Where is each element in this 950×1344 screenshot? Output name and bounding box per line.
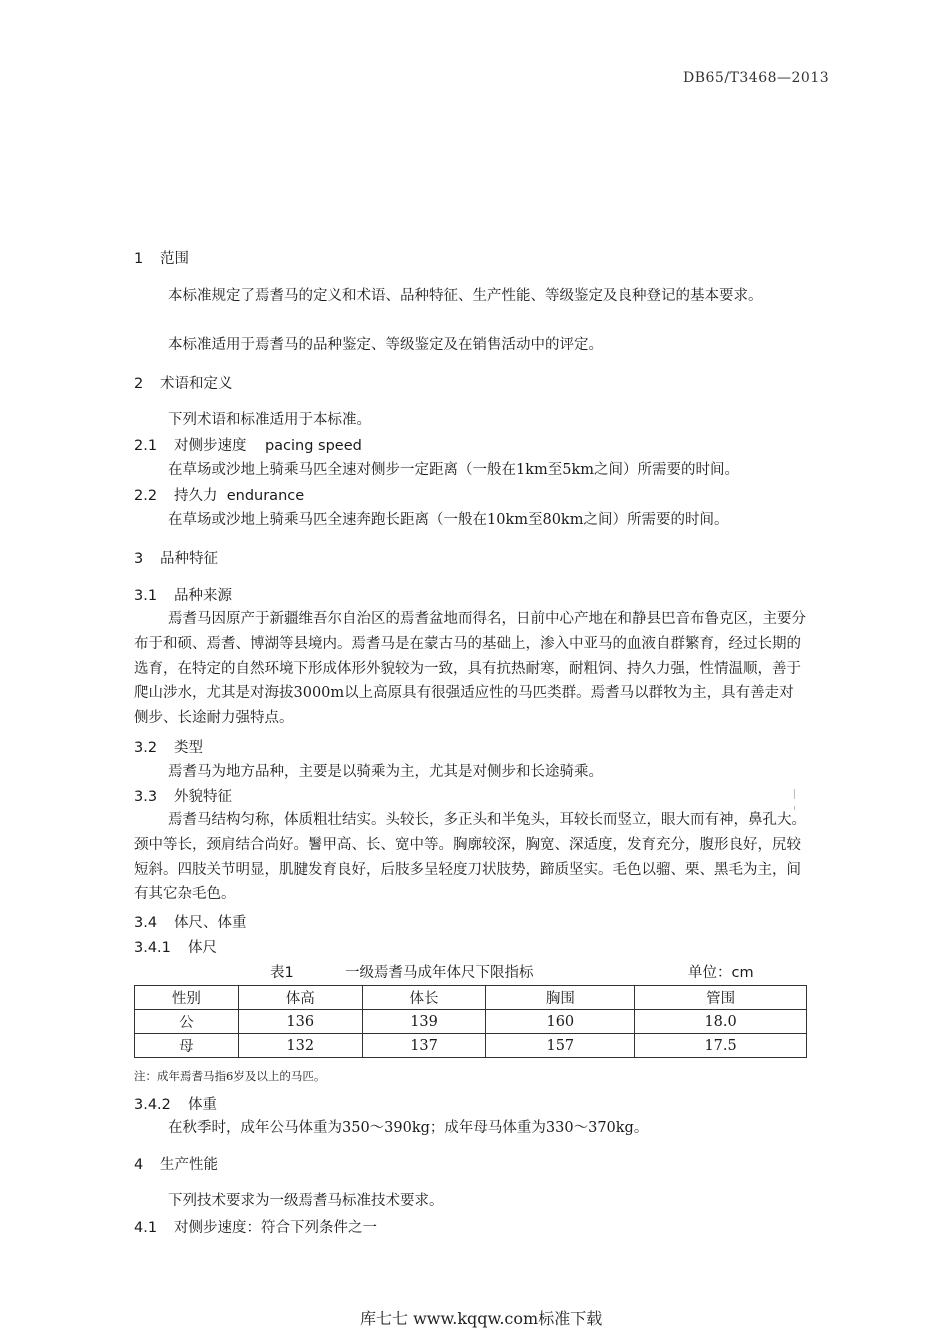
footer-watermark: 库七七 www.kqqw.com标准下载 xyxy=(360,1309,603,1328)
section-3-4-heading xyxy=(134,911,247,932)
table-row xyxy=(135,1034,807,1058)
subsection-number: 3.4.1 xyxy=(134,940,171,956)
subsection-title: 体重 xyxy=(188,1097,217,1113)
section-title: 术语和定义 xyxy=(160,376,233,392)
subsection-title: 体尺 xyxy=(188,940,217,956)
section-2-heading xyxy=(134,372,233,393)
term-2-2-heading xyxy=(134,484,304,505)
section-3-3-heading xyxy=(134,785,232,806)
section-3-heading xyxy=(134,547,218,568)
subsection-number: 3.2 xyxy=(134,740,158,756)
body-size-table xyxy=(134,985,807,1058)
section-3-4-1-heading xyxy=(134,936,217,957)
table-cell: 136 xyxy=(238,1010,362,1034)
term-english: pacing speed xyxy=(264,438,362,454)
section-number: 2 xyxy=(134,376,144,392)
table-cell: 160 xyxy=(486,1010,635,1034)
section-4-intro: 下列技术要求为一级焉耆马标准技术要求。 xyxy=(168,1193,444,1209)
scan-mark xyxy=(794,789,795,799)
term-english: endurance xyxy=(226,488,305,504)
term-2-2-definition: 在草场或沙地上骑乘马匹全速奔跑长距离（一般在10km至80km之间）所需要的时间。 xyxy=(168,512,729,528)
section-number: 4 xyxy=(134,1157,144,1173)
section-1-paragraph-2: 本标准适用于焉耆马的品种鉴定、等级鉴定及在销售活动中的评定。 xyxy=(168,337,603,353)
column-header: 胸围 xyxy=(486,986,635,1010)
section-number: 3 xyxy=(134,551,144,567)
table-unit: 单位：cm xyxy=(688,965,754,981)
column-header: 管围 xyxy=(635,986,807,1010)
section-3-3-text: 焉耆马结构匀称，体质粗壮结实。头较长，多正头和半兔头，耳较长而竖立，眼大而有神，鼻孔大。颈中等长，颈肩结合尚好。鬐甲高、长、宽中等。胸廓较深，胸宽、深适度，发育充分，腹形良好，尻较短斜。四肢关节明显，肌腱发育良好，后肢多呈轻度刀状肢势，蹄质坚实。毛色以骝、栗、黑毛为主，间有其它杂毛色。 xyxy=(134,812,806,903)
column-header: 性别 xyxy=(135,986,239,1010)
table-cell: 132 xyxy=(238,1034,362,1058)
scan-mark xyxy=(794,806,795,810)
subsection-number: 3.4.2 xyxy=(134,1097,171,1113)
subsection-number: 3.4 xyxy=(134,915,158,931)
document-code: DB65/T3468—2013 xyxy=(683,70,830,86)
section-1-paragraph-1: 本标准规定了焉耆马的定义和术语、品种特征、生产性能、等级鉴定及良种登记的基本要求。 xyxy=(168,288,763,304)
section-4-1-heading xyxy=(134,1216,377,1237)
table-header-row xyxy=(135,986,807,1010)
term-number: 2.2 xyxy=(134,488,158,504)
table-title: 一级焉耆马成年体尺下限指标 xyxy=(345,965,534,981)
section-3-4-2-text: 在秋季时，成年公马体重为350～390kg；成年母马体重为330～370kg。 xyxy=(168,1120,649,1136)
section-2-intro: 下列术语和标准适用于本标准。 xyxy=(168,412,371,428)
section-3-1-heading xyxy=(134,584,232,605)
table-label: 表1 xyxy=(270,965,294,981)
subsection-title: 对侧步速度：符合下列条件之一 xyxy=(174,1220,377,1236)
subsection-title: 体尺、体重 xyxy=(174,915,247,931)
table-cell: 公 xyxy=(135,1010,239,1034)
section-3-2-heading xyxy=(134,736,203,757)
term-title: 持久力 xyxy=(174,488,218,504)
table-cell: 母 xyxy=(135,1034,239,1058)
term-2-1-heading xyxy=(134,434,362,455)
subsection-number: 3.3 xyxy=(134,789,158,805)
column-header: 体长 xyxy=(362,986,486,1010)
section-title: 生产性能 xyxy=(160,1157,218,1173)
section-3-4-2-heading xyxy=(134,1093,217,1114)
term-title: 对侧步速度 xyxy=(174,438,247,454)
table-cell: 137 xyxy=(362,1034,486,1058)
section-number: 1 xyxy=(134,251,144,267)
term-2-1-definition: 在草场或沙地上骑乘马匹全速对侧步一定距离（一般在1km至5km之间）所需要的时间。 xyxy=(168,462,740,478)
subsection-title: 类型 xyxy=(174,740,203,756)
table-cell: 139 xyxy=(362,1010,486,1034)
table-cell: 157 xyxy=(486,1034,635,1058)
subsection-number: 4.1 xyxy=(134,1220,158,1236)
section-title: 范围 xyxy=(160,251,189,267)
term-number: 2.1 xyxy=(134,438,158,454)
column-header: 体高 xyxy=(238,986,362,1010)
subsection-number: 3.1 xyxy=(134,588,158,604)
table-cell: 18.0 xyxy=(635,1010,807,1034)
section-3-2-text: 焉耆马为地方品种，主要是以骑乘为主，尤其是对侧步和长途骑乘。 xyxy=(168,764,603,780)
table-note: 注：成年焉耆马指6岁及以上的马匹。 xyxy=(134,1069,326,1083)
section-4-heading xyxy=(134,1153,218,1174)
section-1-heading xyxy=(134,247,189,268)
table-row xyxy=(135,1010,807,1034)
table-cell: 17.5 xyxy=(635,1034,807,1058)
subsection-title: 品种来源 xyxy=(174,588,232,604)
section-3-1-text: 焉耆马因原产于新疆维吾尔自治区的焉耆盆地而得名，日前中心产地在和静县巴音布鲁克区，主要分布于和硕、焉耆、博湖等县境内。焉耆马是在蒙古马的基础上，渗入中亚马的血液自群繁育，经过长期的选育，在特定的自然环境下形成体形外貌较为一致，具有抗热耐寒，耐粗饲、持久力强，性情温顺，善于爬山涉水，尤其是对海拔3000m以上高原具有很强适应性的马匹类群。焉耆马以群牧为主，具有善走对侧步、长途耐力强特点。 xyxy=(134,611,806,727)
subsection-title: 外貌特征 xyxy=(174,789,232,805)
section-title: 品种特征 xyxy=(160,551,218,567)
